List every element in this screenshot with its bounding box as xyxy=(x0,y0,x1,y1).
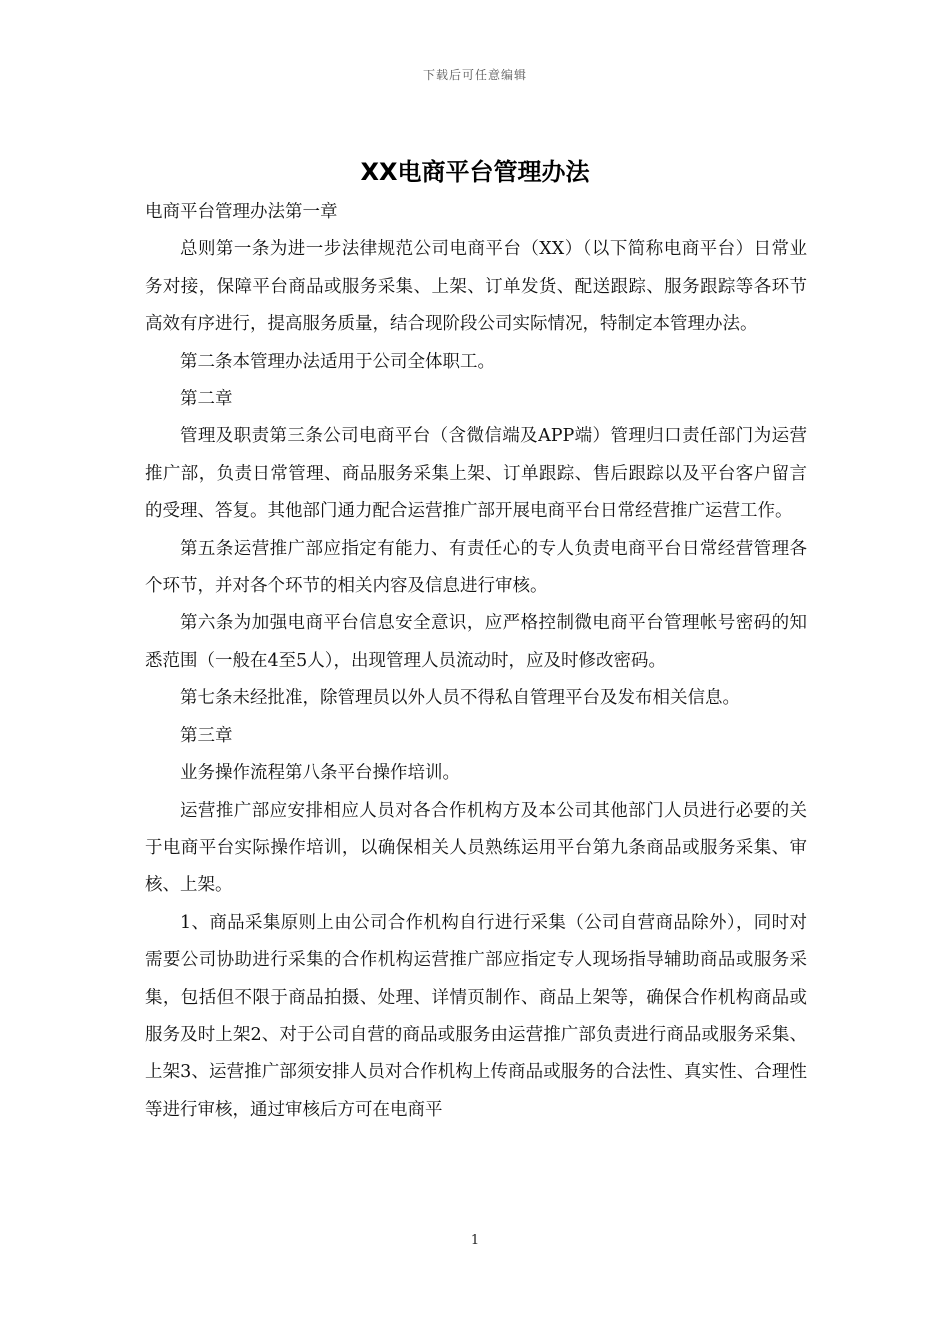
paragraph-8: 第七条未经批准，除管理员以外人员不得私自管理平台及发布相关信息。 xyxy=(180,688,740,709)
paragraph-10: 业务操作流程第八条平台操作培训。 xyxy=(180,763,460,784)
paragraph-12: 1、商品采集原则上由公司合作机构自行进行采集（公司自营商品除外），同时对需要公司协助进行采集的合作机构运营推广部应指定专人现场指导辅助商品或服务采集，包括但不限于商品拍摄、处理、详情页制作、商品上架等，确保合作机构商品或服务及时上架2、对于公司自营的商品或服务由运营推广部负责进行商品或服务采集、上架3、运营推广部须安排人员对合作机构上传商品或服务的合法性、真实性、合理性等进行审核，通过审核后方可在电商平 xyxy=(145,912,807,1120)
paragraph-3: 第二条本管理办法适用于公司全体职工。 xyxy=(180,351,495,372)
document-body xyxy=(145,194,807,1129)
header-note: 下载后可任意编辑 xyxy=(422,68,527,82)
paragraph-1: 电商平台管理办法第一章 xyxy=(145,202,338,222)
paragraph-6: 第五条运营推广部应指定有能力、有责任心的专人负责电商平台日常经营管理各个环节，并对各个环节的相关内容及信息进行审核。 xyxy=(145,538,807,597)
paragraph-5: 管理及职责第三条公司电商平台（含微信端及APP端）管理归口责任部门为运营推广部，负责日常管理、商品服务采集上架、订单跟踪、售后跟踪以及平台客户留言的受理、答复。其他部门通力配合运营推广部开展电商平台日常经营推广运营工作。 xyxy=(145,426,807,522)
paragraph-7: 第六条为加强电商平台信息安全意识，应严格控制微电商平台管理帐号密码的知悉范围（一般在4至5人），出现管理人员流动时，应及时修改密码。 xyxy=(145,613,807,671)
page-number: 1 xyxy=(470,1233,480,1248)
document-title: XX电商平台管理办法 xyxy=(360,158,590,186)
paragraph-4: 第二章 xyxy=(180,389,233,410)
paragraph-11: 运营推广部应安排相应人员对各合作机构方及本公司其他部门人员进行必要的关于电商平台实际操作培训，以确保相关人员熟练运用平台第九条商品或服务采集、审核、上架。 xyxy=(145,800,807,896)
paragraph-2: 总则第一条为进一步法律规范公司电商平台（XX）（以下简称电商平台）日常业务对接，保障平台商品或服务采集、上架、订单发货、配送跟踪、服务跟踪等各环节高效有序进行，提高服务质量，结合现阶段公司实际情况，特制定本管理办法。 xyxy=(145,239,807,335)
paragraph-9: 第三章 xyxy=(180,725,233,746)
